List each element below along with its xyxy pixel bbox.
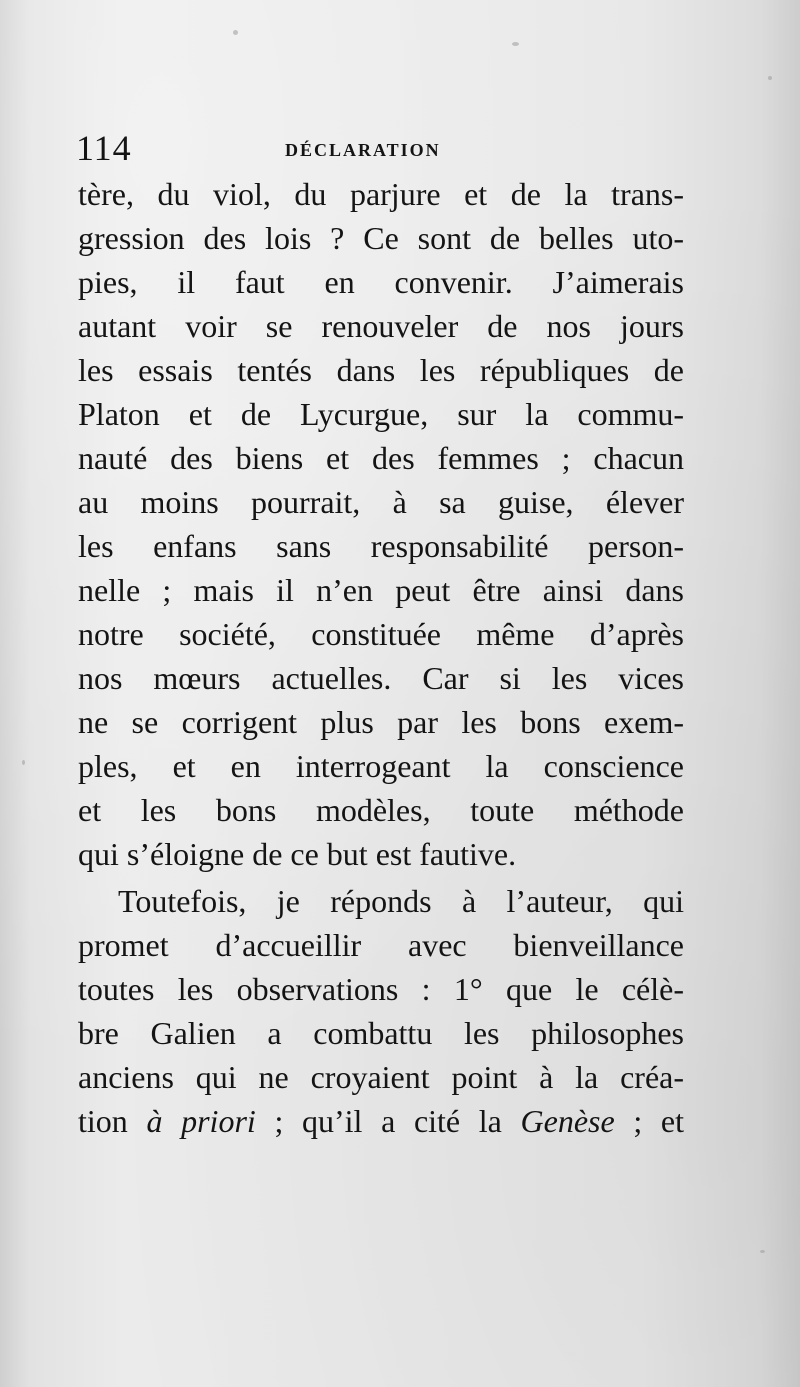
text-line-last	[78, 1099, 684, 1143]
italic-text: à priori	[146, 1103, 256, 1139]
text-line: Platon et de Lycurgue, sur la commu-	[78, 396, 684, 432]
text-line: anciens qui ne croyaient point à la créa-	[78, 1059, 684, 1095]
text-run: tion	[78, 1103, 147, 1139]
text-line: ne se corrigent plus par les bons exem-	[78, 704, 684, 740]
running-title: DÉCLARATION	[285, 140, 441, 160]
text-line: qui s’éloigne de ce but est fautive.	[78, 836, 517, 872]
paper-speck	[760, 1250, 765, 1253]
text-line: les essais tentés dans les républiques de	[78, 352, 684, 388]
text-line: nauté des biens et des femmes ; chacun	[78, 440, 684, 476]
paragraph-1	[78, 172, 684, 876]
running-head	[72, 128, 684, 168]
text-line: les enfans sans responsabilité person-	[78, 528, 684, 564]
text-run: ; et	[614, 1103, 684, 1139]
text-line: Toutefois, je réponds à l’auteur, qui	[118, 883, 684, 919]
text-line: nelle ; mais il n’en peut être ainsi dans	[78, 572, 684, 608]
italic-text: Genèse	[520, 1103, 615, 1139]
paragraph-2	[78, 879, 684, 1143]
text-line: gression des lois ? Ce sont de belles uto-	[78, 220, 684, 256]
text-line: notre société, constituée même d’après	[78, 616, 684, 652]
paper-speck	[768, 76, 772, 80]
text-run: ; qu’il a cité la	[255, 1103, 521, 1139]
text-line: nos mœurs actuelles. Car si les vices	[78, 660, 684, 696]
text-line: au moins pourrait, à sa guise, élever	[78, 484, 684, 520]
paper-speck	[22, 760, 25, 765]
text-line: autant voir se renouveler de nos jours	[78, 308, 684, 344]
text-line: ples, et en interrogeant la conscience	[78, 748, 684, 784]
text-line: toutes les observations : 1° que le célè-	[78, 971, 684, 1007]
text-line: tère, du viol, du parjure et de la trans-	[78, 176, 684, 212]
paper-speck	[512, 42, 519, 46]
text-line: et les bons modèles, toute méthode	[78, 792, 684, 828]
paper-speck	[233, 30, 238, 35]
page-number: 114	[76, 128, 132, 168]
text-line: pies, il faut en convenir. J’aimerais	[78, 264, 684, 300]
text-line: promet d’accueillir avec bienveillance	[78, 927, 684, 963]
body-text	[78, 172, 684, 1143]
text-line: bre Galien a combattu les philosophes	[78, 1015, 684, 1051]
